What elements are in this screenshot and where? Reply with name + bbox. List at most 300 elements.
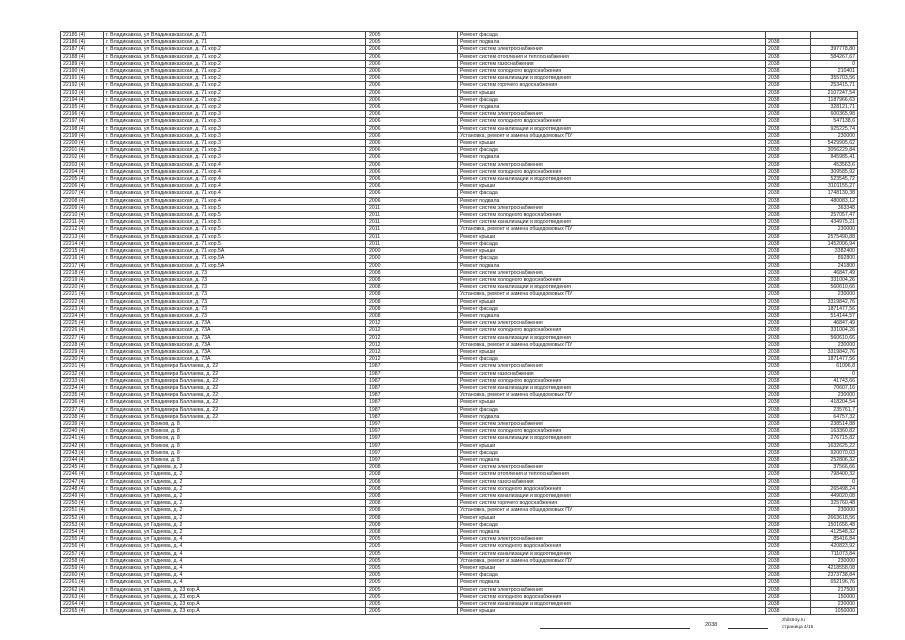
table-row: [61, 536, 858, 543]
plan-year-cell: 2038: [766, 514, 811, 521]
table-row: [61, 320, 858, 327]
address-cell: г. Владикавказ, ул Владикавказская, д. 73А: [104, 348, 366, 355]
table-row: [61, 593, 858, 600]
cost-cell: 3319842,76: [811, 298, 858, 305]
record-id-cell: 22240 (4): [61, 428, 104, 435]
cost-cell: 85416,84: [811, 536, 858, 543]
build-year-cell: 1997: [366, 449, 458, 456]
build-year-cell: 1987: [366, 392, 458, 399]
address-cell: г. Владикавказ, ул Владимира Баллаева, д. 22: [104, 399, 366, 406]
build-year-cell: 2006: [366, 154, 458, 161]
address-cell: г. Владикавказ, ул Владикавказская, д. 71 кор.4: [104, 197, 366, 204]
footer-rule-right: [728, 628, 768, 629]
table-row: [61, 377, 858, 384]
build-year-cell: 2008: [366, 521, 458, 528]
record-id-cell: 22215 (4): [61, 248, 104, 255]
work-type-cell: Ремонт крыши: [458, 89, 766, 96]
work-type-cell: Установка, ремонт и замена общедомовых ПУ: [458, 132, 766, 139]
work-type-cell: Ремонт систем электроснабжения: [458, 363, 766, 370]
record-id-cell: 22192 (4): [61, 82, 104, 89]
build-year-cell: 2012: [366, 341, 458, 348]
plan-year-cell: 2038: [766, 197, 811, 204]
address-cell: г. Владикавказ, ул Гадиева, д. 4: [104, 550, 366, 557]
table-row: [61, 140, 858, 147]
work-type-cell: Установка, ремонт и замена общедомовых ПУ: [458, 291, 766, 298]
record-id-cell: 22202 (4): [61, 154, 104, 161]
table-row: [61, 46, 858, 53]
plan-year-cell: 2038: [766, 593, 811, 600]
plan-year-cell: 2038: [766, 464, 811, 471]
record-id-cell: 22234 (4): [61, 384, 104, 391]
plan-year-cell: 2038: [766, 536, 811, 543]
table-row: [61, 111, 858, 118]
cost-cell: 217500: [811, 586, 858, 593]
cost-cell: 3101155,27: [811, 183, 858, 190]
record-id-cell: 22248 (4): [61, 485, 104, 492]
plan-year-cell: 2038: [766, 60, 811, 67]
record-id-cell: 22228 (4): [61, 341, 104, 348]
build-year-cell: 2006: [366, 140, 458, 147]
work-type-cell: Ремонт крыши: [458, 514, 766, 521]
record-id-cell: 22223 (4): [61, 305, 104, 312]
work-type-cell: Ремонт систем электроснабжения: [458, 161, 766, 168]
work-type-cell: Ремонт систем горячего водоснабжения: [458, 82, 766, 89]
work-type-cell: Ремонт систем электроснабжения: [458, 320, 766, 327]
work-type-cell: Ремонт систем газоснабжения: [458, 370, 766, 377]
record-id-cell: 22213 (4): [61, 233, 104, 240]
record-id-cell: 22254 (4): [61, 529, 104, 536]
record-id-cell: 22236 (4): [61, 399, 104, 406]
table-row: [61, 89, 858, 96]
table-row: [61, 204, 858, 211]
record-id-cell: 22235 (4): [61, 392, 104, 399]
work-type-cell: Ремонт систем газоснабжения: [458, 478, 766, 485]
record-id-cell: 22231 (4): [61, 363, 104, 370]
plan-year-cell: 2038: [766, 154, 811, 161]
table-row: [61, 60, 858, 67]
cost-cell: 1452006,94: [811, 240, 858, 247]
work-type-cell: Ремонт систем холодного водоснабжения: [458, 593, 766, 600]
record-id-cell: 22226 (4): [61, 327, 104, 334]
table-row: [61, 363, 858, 370]
work-type-cell: Ремонт фасада: [458, 305, 766, 312]
table-row: [61, 226, 858, 233]
table-row: [61, 298, 858, 305]
build-year-cell: 2006: [366, 60, 458, 67]
cost-cell: 1632625,22: [811, 442, 858, 449]
cost-cell: 276715,82: [811, 435, 858, 442]
build-year-cell: 2012: [366, 327, 458, 334]
address-cell: г. Владикавказ, ул Владимира Баллаева, д. 22: [104, 370, 366, 377]
table-row: [61, 420, 858, 427]
plan-year-cell: 2038: [766, 212, 811, 219]
build-year-cell: 1987: [366, 370, 458, 377]
table-row: [61, 154, 858, 161]
plan-year-cell: 2038: [766, 572, 811, 579]
work-type-cell: Ремонт систем канализации и водоотведения: [458, 493, 766, 500]
work-type-cell: Ремонт систем газоснабжения: [458, 60, 766, 67]
cost-cell: 238514,88: [811, 420, 858, 427]
address-cell: г. Владикавказ, ул Гадиева, д. 2: [104, 529, 366, 536]
build-year-cell: 2011: [366, 226, 458, 233]
build-year-cell: 2008: [366, 500, 458, 507]
record-id-cell: 22265 (4): [61, 608, 104, 615]
build-year-cell: 2011: [366, 219, 458, 226]
table-row: [61, 557, 858, 564]
work-type-cell: Ремонт крыши: [458, 233, 766, 240]
address-cell: г. Владикавказ, ул Гадиева, д. 2: [104, 500, 366, 507]
cost-cell: 46847,49: [811, 320, 858, 327]
address-cell: г. Владикавказ, ул Владикавказская, д. 71 кор.4: [104, 161, 366, 168]
table-row: [61, 161, 858, 168]
table-row: [61, 233, 858, 240]
build-year-cell: 2006: [366, 111, 458, 118]
table-row: [61, 529, 858, 536]
plan-year-cell: 2038: [766, 190, 811, 197]
build-year-cell: 2011: [366, 233, 458, 240]
work-type-cell: Ремонт подвала: [458, 529, 766, 536]
work-type-cell: Установка, ремонт и замена общедомовых ПУ: [458, 341, 766, 348]
table-row: [61, 435, 858, 442]
address-cell: г. Владикавказ, ул Владикавказская, д. 71 кор.2: [104, 68, 366, 75]
build-year-cell: 1987: [366, 377, 458, 384]
plan-year-cell: 2038: [766, 493, 811, 500]
cost-cell: 331004,26: [811, 276, 858, 283]
plan-year-cell: 2038: [766, 204, 811, 211]
table-row: [61, 197, 858, 204]
build-year-cell: 2005: [366, 572, 458, 579]
work-type-cell: Ремонт систем холодного водоснабжения: [458, 168, 766, 175]
address-cell: г. Владикавказ, ул Владикавказская, д. 71 кор.4: [104, 176, 366, 183]
cost-cell: 363348: [811, 204, 858, 211]
work-type-cell: Ремонт систем электроснабжения: [458, 420, 766, 427]
address-cell: г. Владикавказ, ул Воиков, д. 8: [104, 428, 366, 435]
address-cell: г. Владикавказ, ул Владикавказская, д. 71 кор.2: [104, 60, 366, 67]
address-cell: г. Владикавказ, ул Гадиева, д. 4: [104, 536, 366, 543]
table-row: [61, 284, 858, 291]
address-cell: г. Владикавказ, ул Владикавказская, д. 71 кор.2: [104, 89, 366, 96]
record-id-cell: 22262 (4): [61, 586, 104, 593]
cost-cell: 230000: [811, 392, 858, 399]
build-year-cell: 2006: [366, 176, 458, 183]
work-type-cell: Ремонт систем холодного водоснабжения: [458, 276, 766, 283]
address-cell: г. Владикавказ, ул Владимира Баллаева, д. 22: [104, 413, 366, 420]
address-cell: г. Владикавказ, ул Воиков, д. 8: [104, 449, 366, 456]
build-year-cell: 1987: [366, 399, 458, 406]
build-year-cell: 1997: [366, 435, 458, 442]
build-year-cell: 2005: [366, 543, 458, 550]
plan-year-cell: 2038: [766, 140, 811, 147]
address-cell: г. Владикавказ, ул Гадиева, д. 23 кор.А: [104, 593, 366, 600]
address-cell: г. Владикавказ, ул Владикавказская, д. 71 кор.5: [104, 219, 366, 226]
cost-cell: 328121,71: [811, 104, 858, 111]
record-id-cell: 22187 (4): [61, 46, 104, 53]
cost-cell: 1871477,56: [811, 356, 858, 363]
record-id-cell: 22212 (4): [61, 226, 104, 233]
build-year-cell: 2008: [366, 305, 458, 312]
cost-cell: 163360,82: [811, 428, 858, 435]
cost-cell: 230000: [811, 507, 858, 514]
record-id-cell: 22200 (4): [61, 140, 104, 147]
work-type-cell: Ремонт систем канализации и водоотведения: [458, 75, 766, 82]
build-year-cell: 2006: [366, 96, 458, 103]
address-cell: г. Владикавказ, ул Владикавказская, д. 71 кор.2: [104, 96, 366, 103]
build-year-cell: 2006: [366, 46, 458, 53]
address-cell: г. Владикавказ, ул Владикавказская, д. 73А: [104, 334, 366, 341]
plan-year-cell: 2038: [766, 334, 811, 341]
work-type-cell: Ремонт фасада: [458, 449, 766, 456]
address-cell: г. Владикавказ, ул Владикавказская, д. 71 кор.3: [104, 147, 366, 154]
record-id-cell: 22208 (4): [61, 197, 104, 204]
address-cell: г. Владикавказ, ул Владикавказская, д. 71 кор.2: [104, 75, 366, 82]
table-row: [61, 500, 858, 507]
record-id-cell: 22239 (4): [61, 420, 104, 427]
table-row: [61, 356, 858, 363]
plan-year-cell: 2038: [766, 521, 811, 528]
cost-cell: 1050000: [811, 608, 858, 615]
work-type-cell: Ремонт подвала: [458, 39, 766, 46]
work-type-cell: Ремонт подвала: [458, 262, 766, 269]
address-cell: г. Владикавказ, ул Воиков, д. 8: [104, 442, 366, 449]
cost-cell: 925225,74: [811, 125, 858, 132]
cost-cell: 514144,57: [811, 312, 858, 319]
table-row: [61, 147, 858, 154]
plan-year-cell: 2038: [766, 370, 811, 377]
build-year-cell: 2008: [366, 269, 458, 276]
record-id-cell: 22233 (4): [61, 377, 104, 384]
record-id-cell: 22216 (4): [61, 255, 104, 262]
build-year-cell: 2012: [366, 320, 458, 327]
address-cell: г. Владикавказ, ул Владикавказская, д. 73А: [104, 341, 366, 348]
work-type-cell: Ремонт подвала: [458, 104, 766, 111]
address-cell: г. Владикавказ, ул Гадиева, д. 23 кор.А: [104, 586, 366, 593]
build-year-cell: 2000: [366, 248, 458, 255]
cost-cell: 449020,08: [811, 493, 858, 500]
plan-year-cell: 2038: [766, 305, 811, 312]
address-cell: г. Владикавказ, ул Владикавказская, д. 71 кор.2: [104, 82, 366, 89]
record-id-cell: 22217 (4): [61, 262, 104, 269]
build-year-cell: 2011: [366, 212, 458, 219]
build-year-cell: 2008: [366, 529, 458, 536]
work-type-cell: Ремонт фасада: [458, 521, 766, 528]
cost-cell: 230000: [811, 341, 858, 348]
cost-cell: 547138,6: [811, 118, 858, 125]
cost-cell: 41743,66: [811, 377, 858, 384]
work-type-cell: Ремонт систем канализации и водоотведения: [458, 176, 766, 183]
address-cell: г. Владикавказ, ул Гадиева, д. 4: [104, 572, 366, 579]
cost-cell: 412548,32: [811, 529, 858, 536]
address-cell: г. Владикавказ, ул Владикавказская, д. 71: [104, 39, 366, 46]
address-cell: г. Владикавказ, ул Гадиева, д. 4: [104, 565, 366, 572]
footer-rule-left: [540, 628, 690, 629]
address-cell: г. Владикавказ, ул Владимира Баллаева, д. 22: [104, 384, 366, 391]
table-row: [61, 240, 858, 247]
build-year-cell: 2008: [366, 471, 458, 478]
plan-year-cell: 2038: [766, 46, 811, 53]
cost-cell: 418204,54: [811, 399, 858, 406]
record-id-cell: 22193 (4): [61, 89, 104, 96]
plan-year-cell: [766, 32, 811, 39]
table-row: [61, 32, 858, 39]
plan-year-cell: 2038: [766, 312, 811, 319]
build-year-cell: 2008: [366, 298, 458, 305]
work-type-cell: Ремонт крыши: [458, 442, 766, 449]
plan-year-cell: 2038: [766, 147, 811, 154]
cost-cell: 253415,71: [811, 82, 858, 89]
cost-cell: 0: [811, 60, 858, 67]
build-year-cell: 2012: [366, 348, 458, 355]
cost-cell: 560610,66: [811, 334, 858, 341]
cost-cell: 64757,32: [811, 413, 858, 420]
table-row: [61, 132, 858, 139]
cost-cell: 257057,47: [811, 212, 858, 219]
table-row: [61, 485, 858, 492]
address-cell: г. Владикавказ, ул Владикавказская, д. 73: [104, 276, 366, 283]
plan-year-cell: 2038: [766, 579, 811, 586]
work-type-cell: Ремонт систем холодного водоснабжения: [458, 327, 766, 334]
build-year-cell: 2008: [366, 485, 458, 492]
build-year-cell: 2008: [366, 284, 458, 291]
address-cell: г. Владикавказ, ул Владикавказская, д. 71 кор.5: [104, 204, 366, 211]
cost-cell: 1748130,38: [811, 190, 858, 197]
table-row: [61, 406, 858, 413]
plan-year-cell: 2038: [766, 456, 811, 463]
address-cell: г. Владикавказ, ул Воиков, д. 8: [104, 435, 366, 442]
table-row: [61, 269, 858, 276]
cost-cell: 210401: [811, 68, 858, 75]
cost-cell: 798400,32: [811, 471, 858, 478]
work-type-cell: Ремонт систем канализации и водоотведения: [458, 125, 766, 132]
cost-cell: 2663618,56: [811, 514, 858, 521]
build-year-cell: 2012: [366, 356, 458, 363]
plan-year-cell: 2038: [766, 125, 811, 132]
record-id-cell: 22249 (4): [61, 493, 104, 500]
address-cell: г. Владикавказ, ул Владикавказская, д. 71 кор.3: [104, 140, 366, 147]
address-cell: г. Владикавказ, ул Владикавказская, д. 73: [104, 305, 366, 312]
cost-cell: 252806,32: [811, 456, 858, 463]
table-row: [61, 341, 858, 348]
table-row: [61, 276, 858, 283]
plan-year-cell: 2038: [766, 39, 811, 46]
build-year-cell: 2006: [366, 75, 458, 82]
table-row: [61, 334, 858, 341]
record-id-cell: 22255 (4): [61, 536, 104, 543]
table-row: [61, 104, 858, 111]
work-type-cell: Ремонт подвала: [458, 197, 766, 204]
work-type-cell: Ремонт фасада: [458, 356, 766, 363]
work-type-cell: Ремонт крыши: [458, 348, 766, 355]
address-cell: г. Владикавказ, ул Воиков, д. 8: [104, 456, 366, 463]
footer-site: zhilstroy.ru: [782, 618, 805, 623]
table-row: [61, 168, 858, 175]
record-id-cell: 22207 (4): [61, 190, 104, 197]
build-year-cell: 2000: [366, 255, 458, 262]
build-year-cell: 1997: [366, 456, 458, 463]
cost-cell: 2575490,88: [811, 233, 858, 240]
work-type-cell: Ремонт фасада: [458, 572, 766, 579]
address-cell: г. Владикавказ, ул Гадиева, д. 2: [104, 514, 366, 521]
build-year-cell: 2005: [366, 536, 458, 543]
build-year-cell: 2006: [366, 168, 458, 175]
plan-year-cell: 2038: [766, 96, 811, 103]
build-year-cell: 2008: [366, 276, 458, 283]
record-id-cell: 22196 (4): [61, 111, 104, 118]
work-type-cell: Ремонт систем холодного водоснабжения: [458, 68, 766, 75]
plan-year-cell: 2038: [766, 298, 811, 305]
work-type-cell: Установка, ремонт и замена общедомовых ПУ: [458, 226, 766, 233]
table-row: [61, 392, 858, 399]
record-id-cell: 22238 (4): [61, 413, 104, 420]
table-row: [61, 550, 858, 557]
build-year-cell: 1997: [366, 428, 458, 435]
build-year-cell: 2008: [366, 312, 458, 319]
record-id-cell: 22214 (4): [61, 240, 104, 247]
plan-year-cell: 2038: [766, 248, 811, 255]
cost-cell: 1501656,48: [811, 521, 858, 528]
plan-year-cell: 2038: [766, 356, 811, 363]
table-row: [61, 327, 858, 334]
record-id-cell: 22253 (4): [61, 521, 104, 528]
cost-cell: 2107247,54: [811, 89, 858, 96]
record-id-cell: 22246 (4): [61, 471, 104, 478]
table-row: [61, 262, 858, 269]
table-row: [61, 507, 858, 514]
record-id-cell: 22250 (4): [61, 500, 104, 507]
work-type-cell: Ремонт подвала: [458, 154, 766, 161]
work-type-cell: Ремонт фасада: [458, 406, 766, 413]
work-type-cell: Ремонт систем канализации и водоотведения: [458, 550, 766, 557]
table-row: [61, 183, 858, 190]
record-id-cell: 22185 (4): [61, 32, 104, 39]
cost-cell: 265498,24: [811, 485, 858, 492]
plan-year-cell: 2038: [766, 118, 811, 125]
table-row: [61, 493, 858, 500]
plan-year-cell: 2038: [766, 529, 811, 536]
cost-cell: 241800: [811, 262, 858, 269]
work-type-cell: Ремонт систем электроснабжения: [458, 269, 766, 276]
plan-year-cell: 2038: [766, 262, 811, 269]
table-row: [61, 586, 858, 593]
build-year-cell: 2006: [366, 89, 458, 96]
plan-year-cell: 2038: [766, 442, 811, 449]
record-id-cell: 22224 (4): [61, 312, 104, 319]
address-cell: г. Владикавказ, ул Гадиева, д. 4: [104, 543, 366, 550]
address-cell: г. Владикавказ, ул Владикавказская, д. 71 кор.5А: [104, 262, 366, 269]
table-row: [61, 39, 858, 46]
work-type-cell: Ремонт подвала: [458, 312, 766, 319]
plan-year-cell: 2038: [766, 104, 811, 111]
build-year-cell: 2006: [366, 190, 458, 197]
work-type-cell: Ремонт крыши: [458, 140, 766, 147]
cost-cell: 845985,41: [811, 154, 858, 161]
build-year-cell: 2005: [366, 601, 458, 608]
cost-cell: [811, 39, 858, 46]
plan-year-cell: 2038: [766, 132, 811, 139]
record-id-cell: 22203 (4): [61, 161, 104, 168]
record-id-cell: 22263 (4): [61, 593, 104, 600]
plan-year-cell: 2038: [766, 406, 811, 413]
work-type-cell: Ремонт систем холодного водоснабжения: [458, 485, 766, 492]
plan-year-cell: 2038: [766, 82, 811, 89]
cost-cell: 3382400: [811, 248, 858, 255]
cost-cell: [811, 32, 858, 39]
cost-cell: 1871477,56: [811, 305, 858, 312]
build-year-cell: 2006: [366, 53, 458, 60]
record-id-cell: 22209 (4): [61, 204, 104, 211]
address-cell: г. Владикавказ, ул Владикавказская, д. 73: [104, 291, 366, 298]
record-id-cell: 22198 (4): [61, 125, 104, 132]
cost-cell: 0: [811, 478, 858, 485]
